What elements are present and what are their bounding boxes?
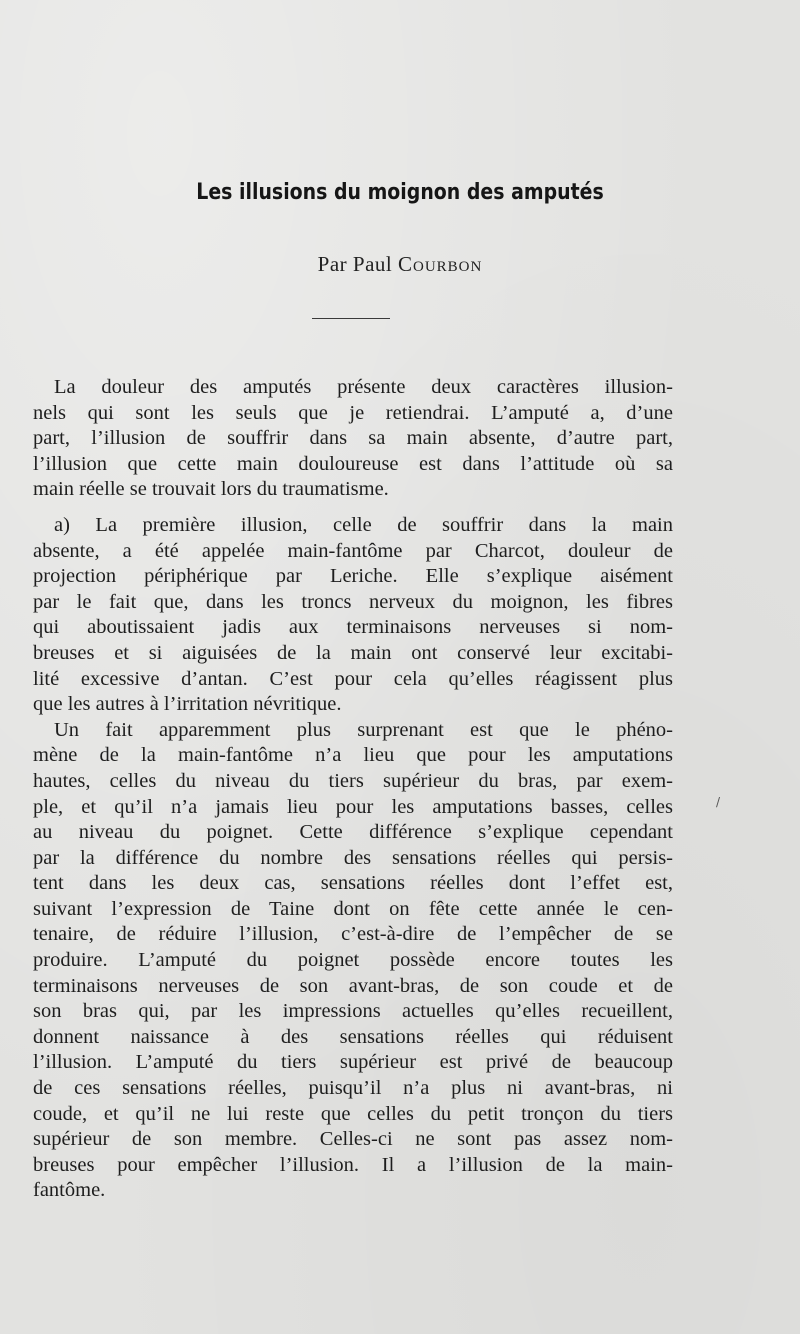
text-line: l’illusion. L’amputé du tiers supérieur est privé de beaucoup: [33, 1051, 673, 1074]
paragraph: [33, 513, 673, 718]
text-line: La douleur des amputés présente deux caractères illusion-: [54, 376, 673, 398]
text-line: absente, a été appelée main-fantôme par Charcot, douleur de: [33, 539, 673, 562]
margin-mark: /: [716, 795, 721, 809]
article-title: Les illusions du moignon des amputés: [196, 180, 604, 205]
text-line: son bras qui, par les impressions actuelles qu’elles recueillent,: [33, 1000, 673, 1023]
text-line: tent dans les deux cas, sensations réelles dont l’effet est,: [33, 872, 673, 895]
text-line: supérieur de son membre. Celles-ci ne sont pas assez nom-: [33, 1128, 673, 1151]
text-line: tenaire, de réduire l’illusion, c’est-à-dire de l’empêcher de se: [33, 923, 673, 946]
paragraph: [33, 375, 673, 503]
paragraph: [33, 718, 673, 1204]
text-line: projection périphérique par Leriche. Elle s’explique aisément: [33, 565, 673, 588]
text-line: lité excessive d’antan. C’est pour cela qu’elles réagissent plus: [33, 667, 673, 690]
text-line: donnent naissance à des sensations réelles qui réduisent: [33, 1025, 673, 1048]
byline-prefix: Par Paul: [317, 252, 398, 276]
text-line: suivant l’expression de Taine dont on fête cette année le cen-: [33, 897, 673, 920]
text-line: mène de la main-fantôme n’a lieu que pour les amputations: [33, 744, 673, 767]
text-line: coude, et qu’il ne lui reste que celles du petit tronçon du tiers: [33, 1102, 673, 1125]
text-line: hautes, celles du niveau du tiers supérieur du bras, par exem-: [33, 769, 673, 792]
text-line: produire. L’amputé du poignet possède encore toutes les: [33, 949, 673, 972]
text-line: l’illusion que cette main douloureuse est dans l’attitude où sa: [33, 452, 673, 475]
text-line: au niveau du poignet. Cette différence s’explique cependant: [33, 821, 673, 844]
text-line: part, l’illusion de souffrir dans sa main absente, d’autre part,: [33, 427, 673, 450]
text-line: par le fait que, dans les troncs nerveux du moignon, les fibres: [33, 590, 673, 613]
text-line: de ces sensations réelles, puisqu’il n’a plus ni avant-bras, ni: [33, 1077, 673, 1100]
text-line: breuses pour empêcher l’illusion. Il a l’illusion de la main-: [33, 1153, 673, 1176]
text-line: ple, et qu’il n’a jamais lieu pour les amputations basses, celles: [33, 795, 673, 818]
text-line: main réelle se trouvait lors du traumatisme.: [33, 478, 389, 501]
article-body: [33, 375, 673, 1204]
text-line: breuses et si aiguisées de la main ont conservé leur excitabi-: [33, 641, 673, 664]
text-line: terminaisons nerveuses de son avant-bras, de son coude et de: [33, 974, 673, 997]
text-line: a) La première illusion, celle de souffrir dans la main: [54, 513, 673, 536]
text-line: que les autres à l’irritation névritique.: [33, 693, 342, 716]
text-line: qui aboutissaient jadis aux terminaisons nerveuses si nom-: [33, 616, 673, 639]
text-line: Un fait apparemment plus surprenant est que le phéno-: [54, 718, 673, 741]
author-name: Courbon: [397, 252, 483, 276]
text-line: nels qui sont les seuls que je retiendrai. L’amputé a, d’une: [33, 401, 673, 424]
text-line: par la différence du nombre des sensations réelles qui persis-: [33, 846, 673, 869]
article-byline: [0, 252, 800, 277]
title-divider: [312, 318, 390, 319]
paragraph-gap: [33, 503, 673, 513]
text-line: fantôme.: [33, 1179, 106, 1202]
